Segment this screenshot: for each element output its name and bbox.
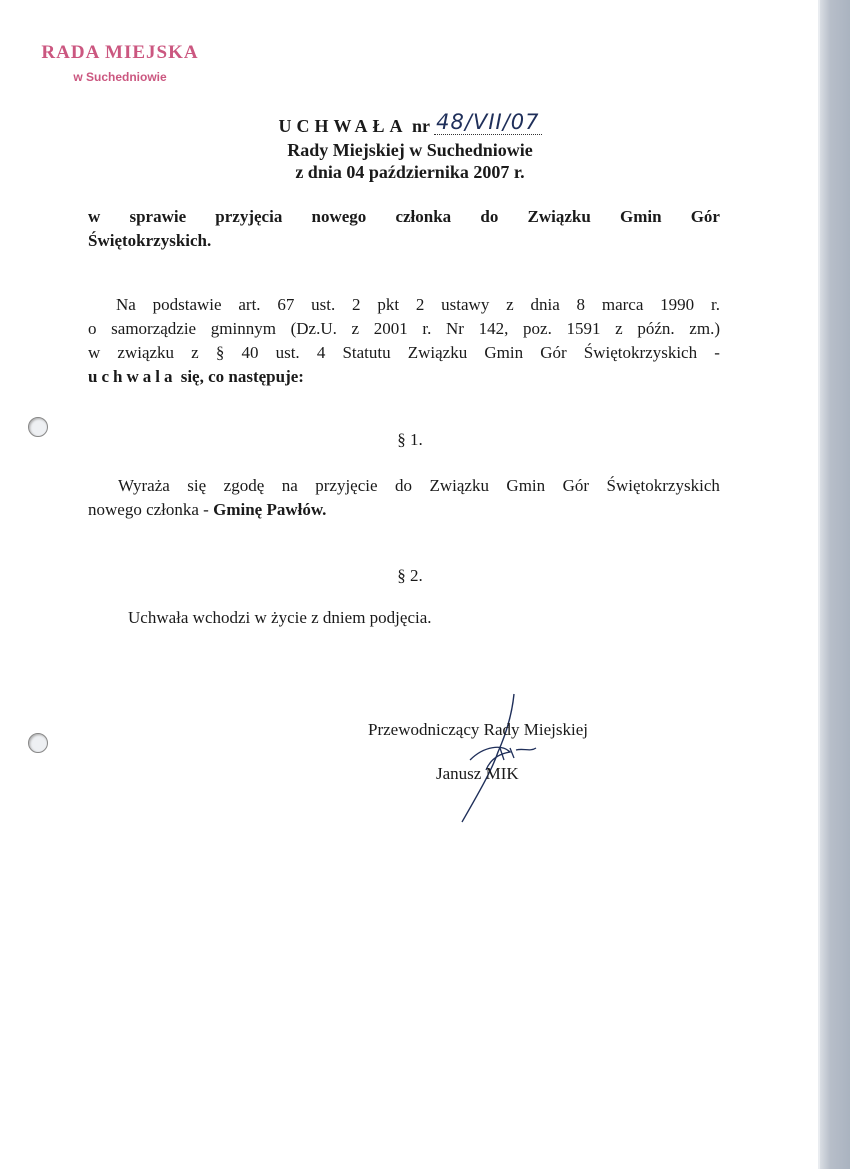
subject-word: Gmin (619, 207, 662, 226)
section-1-word: Świętokrzyskich (606, 476, 720, 495)
council-stamp (30, 42, 210, 84)
basis-word: ustawy (441, 295, 490, 314)
basis-word: 1990 (660, 295, 695, 314)
basis-word: 4 (316, 343, 326, 362)
basis-word: Związku (407, 343, 468, 362)
basis-word: r. (710, 295, 720, 314)
handwritten-signature (440, 690, 550, 830)
punch-hole (28, 733, 48, 753)
basis-word: Nr (446, 319, 464, 338)
basis-word: z (191, 343, 199, 362)
number-label: nr (411, 116, 430, 136)
basis-word: z (615, 319, 623, 338)
basis-word: Na (116, 295, 136, 314)
basis-word: Gór (540, 343, 567, 362)
basis-word: późn. (637, 319, 675, 338)
basis-word: podstawie (152, 295, 222, 314)
basis-word: - (714, 343, 720, 362)
subject-word: w (88, 207, 101, 226)
subject-word: Gór (690, 207, 720, 226)
basis-word: Statutu (342, 343, 391, 362)
basis-word: 40 (241, 343, 259, 362)
section-1-text (88, 474, 720, 522)
basis-word: zm.) (689, 319, 720, 338)
section-1-word: zgodę (223, 476, 265, 495)
basis-word: 8 (576, 295, 586, 314)
subject-line-1 (88, 205, 720, 229)
stamp-line-2: w Suchedniowie (73, 70, 167, 84)
basis-line-4 (88, 365, 720, 389)
title-word: UCHWAŁA (278, 116, 408, 136)
subject-word: Związku (527, 207, 591, 226)
subject-block (88, 205, 720, 253)
section-1-word: Gmin (506, 476, 546, 495)
basis-word: o (88, 319, 97, 338)
basis-word: 142, (478, 319, 509, 338)
section-1-word: się (187, 476, 207, 495)
section-1-prefix: nowego członka - (88, 500, 214, 519)
council-name: Rady Miejskiej w Suchedniowie (287, 140, 533, 160)
subject-word: przyjęcia (215, 207, 283, 226)
basis-line-3 (88, 341, 720, 365)
basis-word: 1591 (566, 319, 601, 338)
resolution-date: z dnia 04 października 2007 r. (295, 162, 525, 182)
basis-word: Gmin (484, 343, 524, 362)
member-name: Gminę Pawłów. (213, 500, 327, 519)
section-1-word: na (281, 476, 298, 495)
legal-basis-block (88, 293, 720, 389)
basis-word: samorządzie (111, 319, 197, 338)
subject-word: do (480, 207, 499, 226)
basis-word: art. (238, 295, 261, 314)
subject-word: sprawie (129, 207, 187, 226)
basis-word: związku (117, 343, 175, 362)
section-2-heading: § 2. (397, 566, 423, 585)
section-1-word: Związku (429, 476, 489, 495)
section-1-word: do (395, 476, 412, 495)
stamp-line-1: RADA MIEJSKA (41, 42, 199, 63)
basis-word: 2 (352, 295, 361, 314)
subject-word: nowego (311, 207, 367, 226)
basis-word: 2001 (373, 319, 408, 338)
signatory-title: Przewodniczący Rady Miejskiej (368, 720, 588, 739)
section-1-word: Wyraża (118, 476, 170, 495)
basis-word: z (351, 319, 360, 338)
basis-line-2 (88, 317, 720, 341)
section-1-word: przyjęcie (315, 476, 378, 495)
subject-line-2: Świętokrzyskich. (88, 231, 212, 250)
section-1-heading: § 1. (397, 430, 423, 449)
section-1-word: Gór (562, 476, 590, 495)
basis-word: r. (422, 319, 432, 338)
basis-word: 67 (277, 295, 295, 314)
basis-line-1 (88, 293, 720, 317)
section-1-line-2 (88, 498, 720, 522)
basis-word: 2 (415, 295, 425, 314)
resolves-word: uchwala (88, 367, 177, 386)
signatory-name: Janusz MIK (436, 764, 519, 783)
resolution-title (0, 110, 820, 138)
scanner-edge (820, 0, 850, 1169)
basis-word: pkt (377, 295, 400, 314)
resolves-rest: się, co następuje: (180, 367, 304, 386)
basis-word: ust. (275, 343, 300, 362)
basis-word: z (506, 295, 514, 314)
basis-word: dnia (530, 295, 560, 314)
basis-word: (Dz.U. (290, 319, 337, 338)
section-2-text: Uchwała wchodzi w życie z dniem podjęcia. (128, 608, 432, 627)
basis-word: marca (601, 295, 644, 314)
basis-word: ust. (311, 295, 336, 314)
section-1-line-1 (88, 474, 720, 498)
basis-word: w (88, 343, 101, 362)
subject-word: członka (395, 207, 452, 226)
basis-word: poz. (523, 319, 552, 338)
handwritten-number: 48/VII/07 (436, 110, 540, 134)
basis-word: gminnym (210, 319, 276, 338)
basis-word: Świętokrzyskich (583, 343, 698, 362)
basis-word: § (215, 343, 225, 362)
